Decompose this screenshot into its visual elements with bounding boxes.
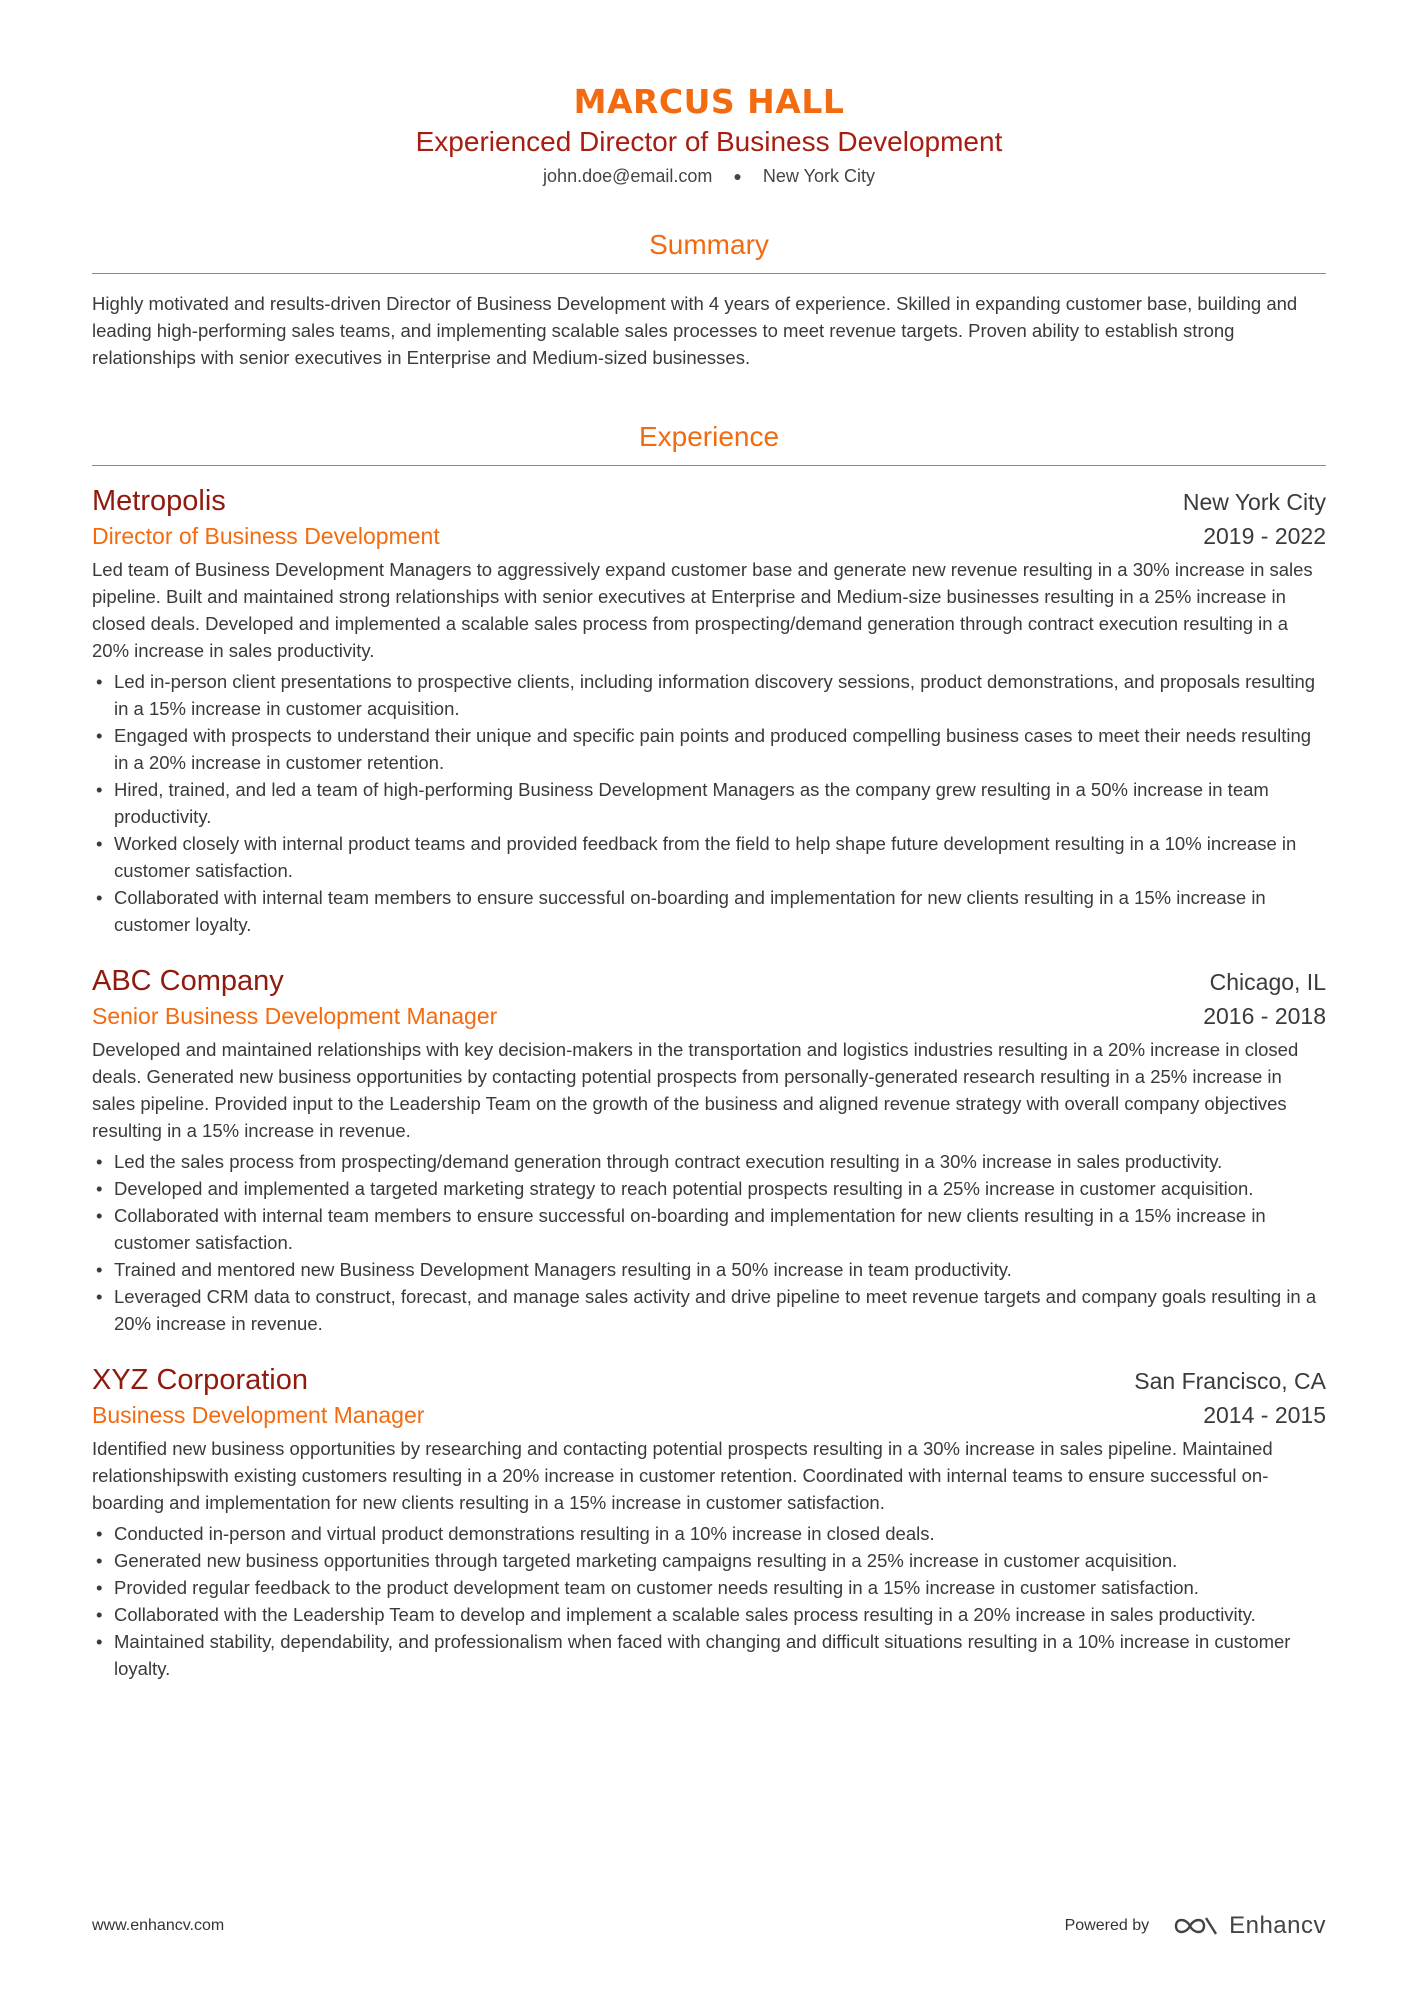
job-description: Identified new business opportunities by researching and contacting potential prospects resulting in a 30% increase in sales pipeline. Maintained relationshipswith existing customers resulting in a 20% increase in customer retention. Coordinated with internal teams to ensure successful on-boarding and implementation for new clients resulting in a 15% increase in customer satisfaction. bbox=[92, 1438, 1273, 1513]
job-bullets bbox=[92, 1148, 1326, 1337]
enhancv-logo-icon bbox=[1173, 1913, 1219, 1939]
summary-text: Highly motivated and results-driven Director of Business Development with 4 years of experience. Skilled in expanding customer base, building and leading high-performing sales teams, and implementing scalable sales processes to meet revenue targets. Proven ability to establish strong relationships with senior executives in Enterprise and Medium-sized businesses. bbox=[92, 293, 1298, 368]
bullet-icon: • bbox=[96, 1550, 103, 1571]
job-role: Director of Business Development bbox=[92, 523, 440, 549]
resume-header bbox=[92, 0, 1326, 189]
bullet-icon: • bbox=[96, 887, 103, 908]
bullet-item: • Collaborated with internal team members to ensure successful on-boarding and implementation for new clients resulting in a 15% increase in customer loyalty. bbox=[92, 884, 1326, 938]
job-description: Developed and maintained relationships with key decision-makers in the transportation and logistics industries resulting in a 20% increase in closed deals. Generated new business opportunities by contacting potential prospects from personally-generated research resulting in a 25% increase in sales pipeline. Provided input to the Leadership Team on the growth of the business and aligned revenue strategy with overall company objectives resulting in a 15% increase in revenue. bbox=[92, 1039, 1299, 1141]
contact-location: New York City bbox=[762, 166, 875, 186]
experience-section bbox=[92, 419, 1326, 1682]
bullet-icon: • bbox=[96, 725, 103, 746]
bullet-item: • Worked closely with internal product teams and provided feedback from the field to help shape future development resulting in a 10% increase in customer satisfaction. bbox=[92, 830, 1326, 884]
powered-by[interactable] bbox=[1065, 1912, 1326, 1940]
separator-dot-icon: ● bbox=[733, 168, 742, 184]
experience-heading: Experience bbox=[638, 421, 780, 452]
job-dates: 2016 - 2018 bbox=[1203, 1003, 1326, 1029]
bullet-icon: • bbox=[96, 1151, 103, 1172]
bullet-icon: • bbox=[96, 1631, 103, 1652]
bullet-item: • Developed and implemented a targeted marketing strategy to reach potential prospects resulting in a 25% increase in customer acquisition. bbox=[92, 1175, 1326, 1202]
powered-by-label: Powered by bbox=[1064, 1917, 1150, 1934]
bullet-item: • Leveraged CRM data to construct, forecast, and manage sales activity and drive pipeline to meet revenue targets and company goals resulting in a 20% increase in revenue. bbox=[92, 1283, 1326, 1337]
job-company: ABC Company bbox=[92, 965, 284, 997]
summary-section bbox=[92, 227, 1326, 371]
job-role: Senior Business Development Manager bbox=[92, 1003, 498, 1029]
footer-website-link[interactable]: www.enhancv.com bbox=[92, 1917, 225, 1934]
bullet-item: • Generated new business opportunities through targeted marketing campaigns resulting in a 25% increase in customer acquisition. bbox=[92, 1547, 1326, 1574]
bullet-icon: • bbox=[96, 1286, 103, 1307]
summary-heading: Summary bbox=[649, 229, 769, 260]
bullet-item: • Hired, trained, and led a team of high-performing Business Development Managers as the company grew resulting in a 50% increase in team productivity. bbox=[92, 776, 1326, 830]
bullet-icon: • bbox=[96, 1178, 103, 1199]
bullet-item: • Led in-person client presentations to prospective clients, including information discovery sessions, product demonstrations, and proposals resulting in a 15% increase in customer acquisition. bbox=[92, 668, 1326, 722]
page-footer bbox=[92, 1908, 1326, 1944]
job-dates: 2014 - 2015 bbox=[1203, 1402, 1326, 1428]
candidate-title: Experienced Director of Business Development bbox=[415, 126, 1003, 157]
bullet-item: • Maintained stability, dependability, and professionalism when faced with changing and difficult situations resulting in a 10% increase in customer loyalty. bbox=[92, 1628, 1326, 1682]
bullet-icon: • bbox=[96, 1604, 103, 1625]
bullet-item: • Conducted in-person and virtual product demonstrations resulting in a 10% increase in closed deals. bbox=[92, 1520, 1326, 1547]
section-divider bbox=[92, 273, 1326, 274]
job-dates: 2019 - 2022 bbox=[1203, 523, 1326, 549]
bullet-item: • Provided regular feedback to the product development team on customer needs resulting in a 15% increase in customer satisfaction. bbox=[92, 1574, 1326, 1601]
job-bullets bbox=[92, 668, 1326, 938]
job-description: Led team of Business Development Managers to aggressively expand customer base and generate new revenue resulting in a 30% increase in sales pipeline. Built and maintained strong relationships with senior executives at Enterprise and Medium-size businesses resulting in a 25% increase in closed deals. Developed and implemented a scalable sales process from prospecting/demand generation through contract execution resulting in a 20% increase in sales productivity. bbox=[92, 559, 1313, 661]
job-entry bbox=[92, 1361, 1326, 1682]
bullet-icon: • bbox=[96, 779, 103, 800]
job-location: Chicago, IL bbox=[1209, 969, 1326, 995]
bullet-icon: • bbox=[96, 1205, 103, 1226]
contact-email[interactable]: john.doe@email.com bbox=[543, 166, 713, 186]
bullet-item: • Led the sales process from prospecting/demand generation through contract execution resulting in a 30% increase in sales productivity. bbox=[92, 1148, 1326, 1175]
bullet-item: • Collaborated with internal team members to ensure successful on-boarding and implementation for new clients resulting in a 15% increase in customer satisfaction. bbox=[92, 1202, 1326, 1256]
bullet-icon: • bbox=[96, 1259, 103, 1280]
job-role: Business Development Manager bbox=[92, 1402, 425, 1428]
job-company: XYZ Corporation bbox=[92, 1364, 308, 1396]
job-entry bbox=[92, 962, 1326, 1337]
contact-line bbox=[92, 163, 1326, 189]
job-company: Metropolis bbox=[92, 485, 226, 517]
bullet-icon: • bbox=[96, 671, 103, 692]
bullet-icon: • bbox=[96, 1523, 103, 1544]
bullet-item: • Trained and mentored new Business Development Managers resulting in a 50% increase in team productivity. bbox=[92, 1256, 1326, 1283]
job-location: San Francisco, CA bbox=[1134, 1368, 1326, 1394]
bullet-item: • Engaged with prospects to understand their unique and specific pain points and produced compelling business cases to meet their needs resulting in a 20% increase in customer retention. bbox=[92, 722, 1326, 776]
job-location: New York City bbox=[1182, 489, 1326, 515]
bullet-icon: • bbox=[96, 833, 103, 854]
bullet-item: • Collaborated with the Leadership Team to develop and implement a scalable sales process resulting in a 20% increase in sales productivity. bbox=[92, 1601, 1326, 1628]
resume-page bbox=[92, 0, 1326, 1682]
candidate-name: MARCUS HALL bbox=[573, 82, 845, 121]
brand-name: Enhancv bbox=[1229, 1912, 1326, 1939]
section-divider bbox=[92, 465, 1326, 466]
bullet-icon: • bbox=[96, 1577, 103, 1598]
job-bullets bbox=[92, 1520, 1326, 1682]
job-entry bbox=[92, 482, 1326, 938]
